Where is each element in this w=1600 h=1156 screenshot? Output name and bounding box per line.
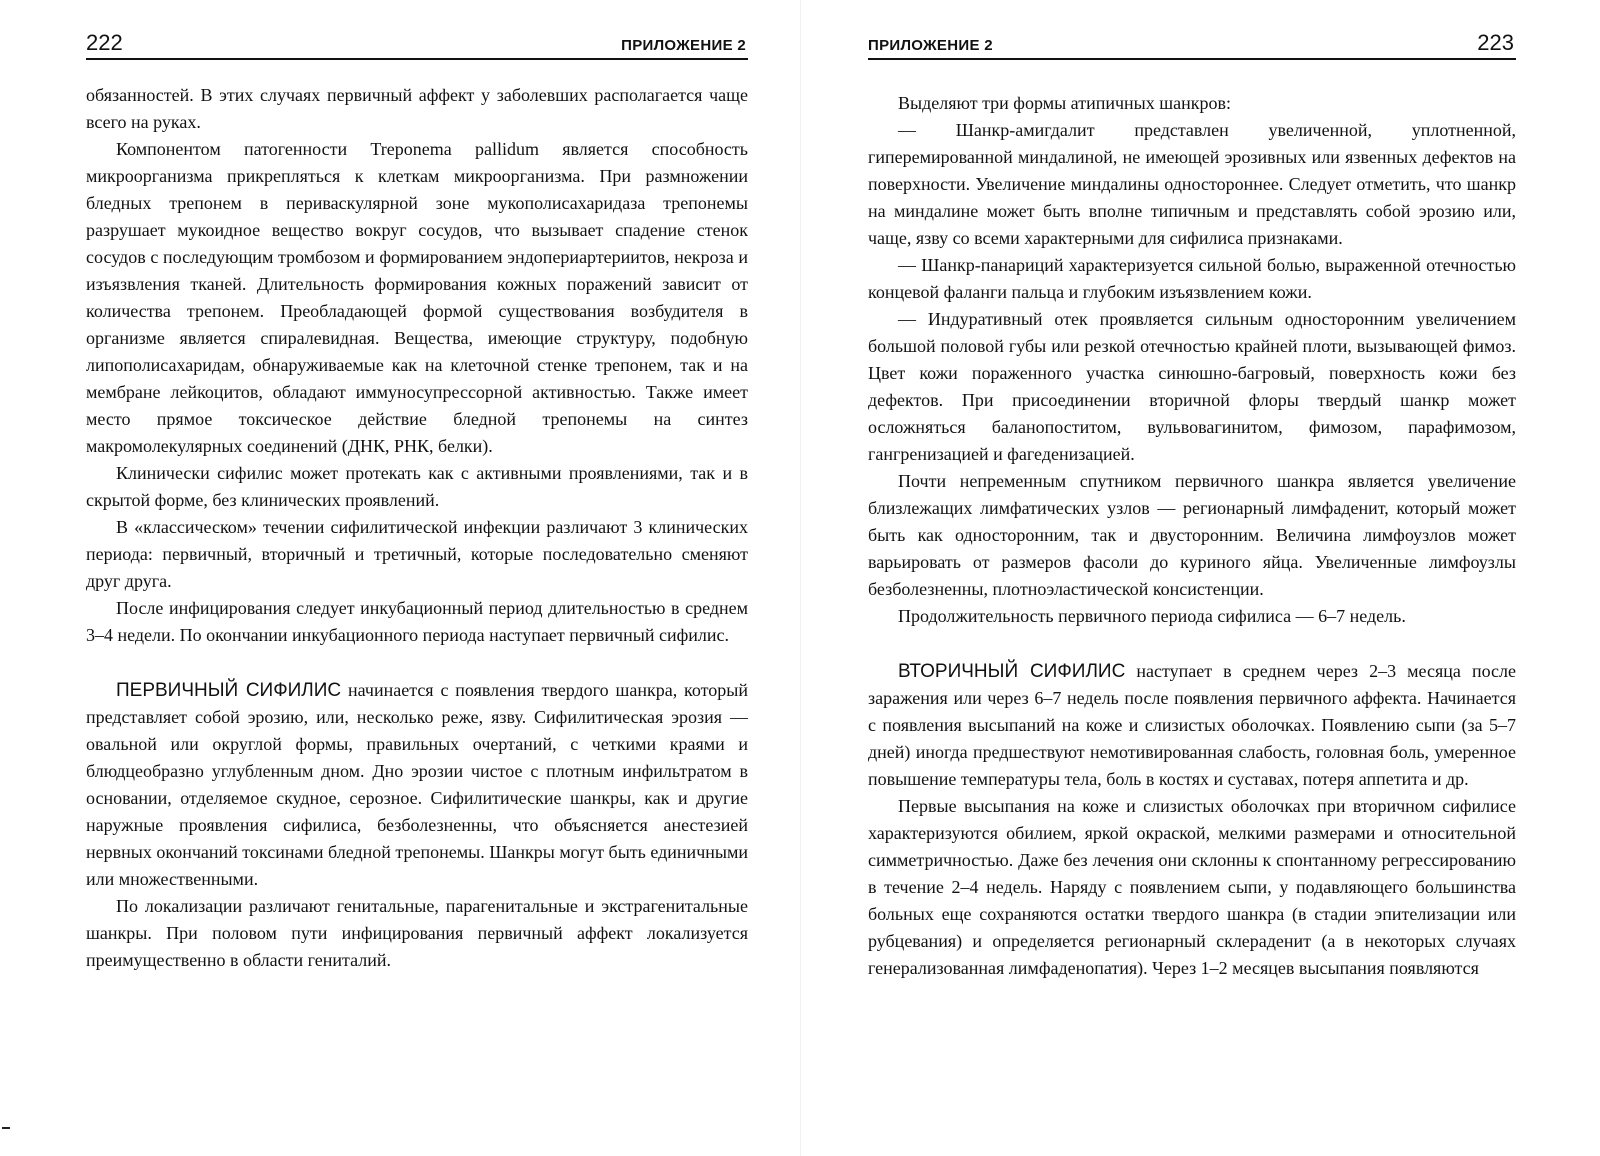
right-section-title: ПРИЛОЖЕНИЕ 2 (868, 37, 993, 54)
gutter (800, 0, 801, 1156)
right-page-number: 223 (1477, 30, 1514, 55)
left-page-body (86, 82, 748, 974)
paragraph-with-heading (868, 658, 1516, 793)
paragraph: Клинически сифилис может протекать как с активными проявлениями, так и в скрытой форме, без клинических проявлений. (86, 463, 748, 510)
paragraph: Почти непременным спутником первичного шанкра является увеличение близлежащих лимфатических узлов — регионарный лимфаденит, который может быть как односторонним, так и двусторонним. Величина лимфоузлов может варьировать от размеров фасоли до куриного яйца. Увеличенные лимфоузлы безболезненны, плотноэластической консистенции. (868, 471, 1516, 599)
paragraph-text: наступает в среднем через 2–3 месяца после заражения или через 6–7 недель после появления первичного аффекта. Начинается с появления высыпаний на коже и слизистых оболочках. Появлению сыпи (за 5–7 дней) иногда предшествуют немотивированная слабость, головная боль, умеренное повышение температуры тела, боль в костях и суставах, потеря аппетита и др. (868, 661, 1516, 789)
paragraph-with-heading (86, 677, 748, 893)
section-heading-primary-syphilis: ПЕРВИЧНЫЙ СИФИЛИС (116, 680, 342, 701)
right-page-body (868, 90, 1516, 982)
list-item: — Шанкр-панариций характеризуется сильной болью, выраженной отечностью концевой фаланги пальца и глубоким изъязвлением кожи. (868, 255, 1516, 302)
right-page (868, 0, 1516, 1156)
paragraph: обязанностей. В этих случаях первичный аффект у заболевших располагается чаще всего на руках. (86, 85, 748, 132)
paragraph: Выделяют три формы атипичных шанкров: (898, 93, 1231, 113)
right-running-head (868, 30, 1516, 60)
paragraph-text: начинается с появления твердого шанкра, который представляет собой эрозию, или, несколько реже, язву. Сифилитическая эрозия — овальной или округлой формы, правильных очертаний, с четкими краями и блюдцеобразно углубленным дном. Дно эрозии чистое с плотным инфильтратом в основании, отделяемое скудное, серозное. Сифилитические шанкры, как и другие наружные проявления сифилиса, безболезненны, что объясняется анестезией нервных окончаний токсинами бледной трепонемы. Шанкры могут быть единичными или множественными. (86, 680, 749, 889)
list-item: — Индуративный отек проявляется сильным односторонним увеличением большой половой губы или резкой отечностью крайней плоти, вызывающей фимоз. Цвет кожи пораженного участка синюшно-багровый, поверхность кожи без дефектов. При присоединении вторичной флоры твердый шанкр может осложняться баланопоститом, вульвовагинитом, фимозом, парафимозом, гангренизацией и фагеденизацией. (868, 309, 1516, 464)
section-heading-secondary-syphilis: ВТОРИЧНЫЙ СИФИЛИС (898, 661, 1126, 682)
paragraph: Продолжительность первичного периода сифилиса — 6–7 недель. (898, 606, 1406, 626)
paragraph: В «классическом» течении сифилитической инфекции различают 3 клинических периода: первичный, вторичный и третичный, которые последовательно сменяют друг друга. (86, 517, 748, 591)
scan-mark (2, 1127, 10, 1129)
left-page (86, 0, 748, 1156)
paragraph: Компонентом патогенности Treponema pallidum является способность микроорганизма прикрепляться к клеткам микроорганизма. При размножении бледных трепонем в периваскулярной зоне мукополисахаридаза трепонемы разрушает мукоидное вещество вокруг сосудов, что вызывает спадение стенок сосудов с последующим тромбозом и формированием эндопериартериитов, некроза и изъязвления тканей. Длительность формирования кожных поражений зависит от количества трепонем. Преобладающей формой существования возбудителя в организме является спиралевидная. Вещества, имеющие структуру, подобную липополисахаридам, обнаруживаемые как на клеточной стенке трепонем, так и на мембране лейкоцитов, обладают иммуносупрессорной активностью. Также имеет место прямое токсическое действие бледной трепонемы на синтез макромолекулярных соединений (ДНК, РНК, белки). (86, 139, 748, 456)
paragraph: По локализации различают генитальные, парагенитальные и экстрагенитальные шанкры. При половом пути инфицирования первичный аффект локализуется преимущественно в области гениталий. (86, 896, 748, 970)
paragraph: Первые высыпания на коже и слизистых оболочках при вторичном сифилисе характеризуются обилием, яркой окраской, мелкими размерами и относительной симметричностью. Даже без лечения они склонны к спонтанному регрессированию в течение 2–4 недель. Наряду с появлением сыпи, у подавляющего большинства больных еще сохраняются остатки твердого шанкра (в стадии эпителизации или рубцевания) и определяется регионарный склераденит (а в некоторых случаях генерализованная лимфаденопатия). Через 1–2 месяцев высыпания появляются (868, 796, 1516, 978)
left-section-title: ПРИЛОЖЕНИЕ 2 (621, 37, 746, 54)
paragraph: После инфицирования следует инкубационный период длительностью в среднем 3–4 недели. По окончании инкубационного периода наступает первичный сифилис. (86, 598, 748, 645)
list-item: — Шанкр-амигдалит представлен увеличенной, уплотненной, гиперемированной миндалиной, не имеющей эрозивных или язвенных дефектов на поверхности. Увеличение миндалины одностороннее. Следует отметить, что шанкр на миндалине может быть вполне типичным и представлять собой эрозию или, чаще, язву со всеми характерными для сифилиса признаками. (868, 120, 1516, 248)
left-page-number: 222 (86, 30, 123, 55)
left-running-head (86, 30, 748, 60)
